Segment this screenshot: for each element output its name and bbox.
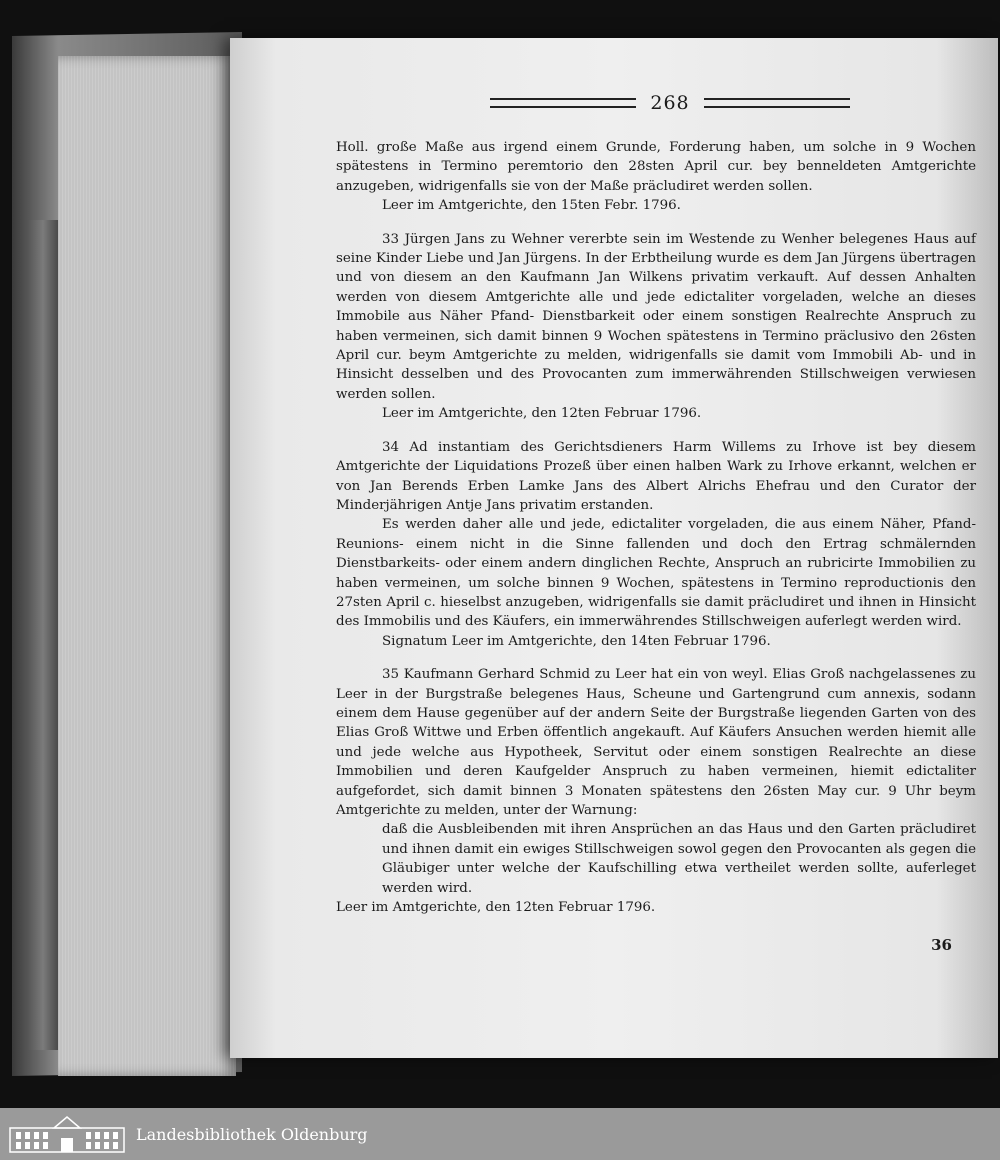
- notice-34: 34 Ad instantiam des Gerichtsdieners Harm Willems zu Irhove ist bey diesem Amtgerichte der Liquidations Prozeß über einen halben Wark zu Irhove erkannt, welchen er von Jan Berends Erben Lamke Jans des Albert Alrichs Ehefrau und den Curator der Minderjährigen Antje Jans privatim erstanden.: [336, 439, 976, 513]
- header-rule-left: [490, 98, 636, 108]
- header-rule-right: [704, 98, 850, 108]
- paragraph-continuation: Holl. große Maße aus irgend einem Grunde, Forderung haben, um solche in 9 Wochen spätestens in Termino peremtorio den 28sten April cur. bey benneldeten Amtgerichte anzugeben, widrigenfalls sie von der Maße präcludiret werden sollen.: [336, 140, 976, 194]
- signature-line: Signatum Leer im Amtgerichte, den 14ten Februar 1796.: [382, 633, 771, 649]
- library-building-logo-icon: [8, 1114, 126, 1154]
- page-number: 268: [650, 92, 690, 114]
- notice-34-summons: Es werden daher alle und jede, edictaliter vorgeladen, die aus einem Näher, Pfand- Reunions- einem nicht in die Sinne fallenden und doch den Ertrag schmälernden Dienstbarkeits- oder einem andern dinglichen Rechte, Anspruch an rubricirte Immobilien zu haben vermeinen, um solche binnen 9 Wochen, spätestens in Termino reproductionis den 27sten April c. hieselbst anzugeben, widrigenfalls sie damit präcludiret und ihnen in Hinsicht des Immobilis und des Käufers, ein immerwährendes Stillschweigen auferlegt werden wird.: [336, 517, 976, 630]
- notice-35: 35 Kaufmann Gerhard Schmid zu Leer hat ein von weyl. Elias Groß nachgelassenes zu Leer in der Burgstraße belegenes Haus, Scheune und Gartengrund cum annexis, sodann einem dem Hause gegenüber auf der andern Seite der Burgstraße liegenden Garten von des Elias Groß Wittwe und Erben öffentlich angekauft. Auf Käufers Ansuchen werden hiemit alle und jede welche aus Hypotheek, Servitut oder einem sonstigen Realrechte an diese Immobilien und deren Kaufgelder Anspruch zu haben vermeinen, hiemit edictaliter aufgefordet, sich damit binnen 3 Monaten spätestens den 26sten May cur. 9 Uhr beym Amtgerichte zu melden, unter der Warnung:: [336, 667, 976, 818]
- signature-line: Leer im Amtgerichte, den 12ten Februar 1796.: [382, 406, 702, 422]
- page-edges-outer: [28, 220, 58, 1050]
- page-edges: [58, 56, 236, 1076]
- signature-line: Leer im Amtgerichte, den 15ten Febr. 1796.: [382, 198, 681, 214]
- footer-label: Landesbibliothek Oldenburg: [136, 1124, 368, 1144]
- book-page: [230, 38, 998, 1058]
- library-footer-bar: [0, 1108, 1000, 1160]
- catchword: 36: [931, 936, 952, 954]
- page-header: [490, 90, 850, 116]
- page-body: [336, 138, 976, 917]
- signature-line: Leer im Amtgerichte, den 12ten Februar 1796.: [336, 900, 656, 916]
- notice-33: 33 Jürgen Jans zu Wehner vererbte sein im Westende zu Wenher belegenes Haus auf seine Kinder Liebe und Jan Jürgens. In der Erbtheilung wurde es dem Jan Jürgens übertragen und von diesem an den Kaufmann Jan Wilkens privatim verkauft. Auf dessen Anhalten werden von diesem Amtgerichte alle und jede edictaliter vorgeladen, welche an dieses Immobile aus Näher Pfand- Dienstbarkeit oder einem sonstigen Realrechte Anspruch zu haben vermeinen, sich damit binnen 9 Wochen spätestens in Termino präclusivo den 26sten April cur. beym Amtgerichte zu melden, widrigenfalls sie damit vom Immobili Ab- und in Hinsicht desselben und des Provocanten zum immerwährenden Stillschweigen verwiesen werden sollen.: [336, 231, 976, 402]
- notice-35-warning: daß die Ausbleibenden mit ihren Ansprüchen an das Haus und den Garten präcludiret und ihnen damit ein ewiges Stillschweigen sowol gegen den Provocanten als gegen die Gläubiger unter welche der Kaufschilling etwa vertheilet werden sollte, auferleget werden wird.: [382, 822, 976, 896]
